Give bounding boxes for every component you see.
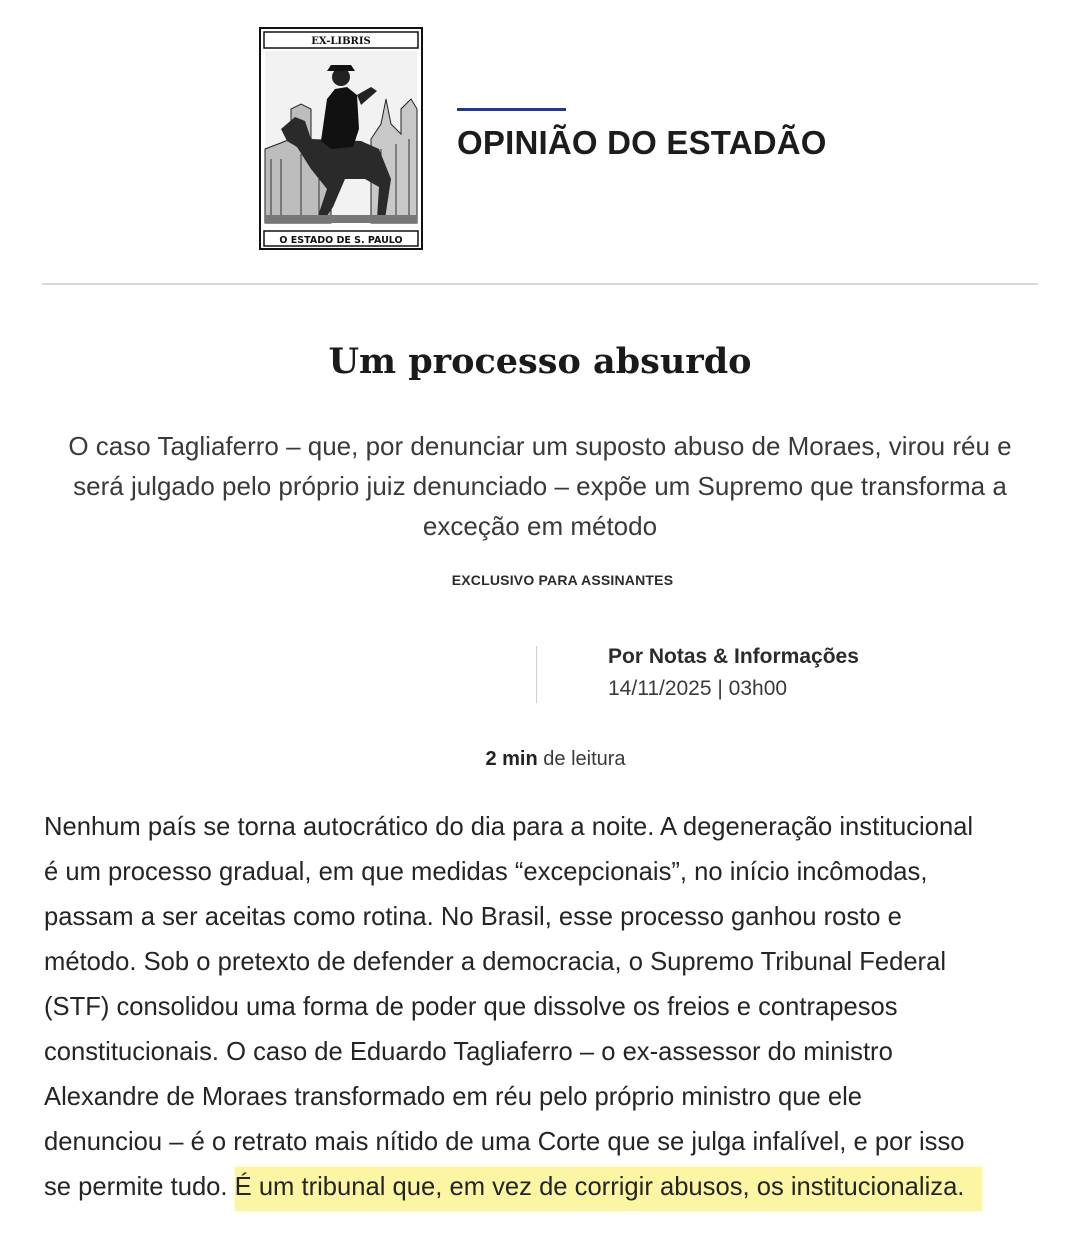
body-line: método. Sob o pretexto de defender a democracia, o Supremo Tribunal Federal — [44, 948, 947, 976]
logo-bottom-text: O ESTADO DE S. PAULO — [279, 235, 403, 246]
body-line: é um processo gradual, em que medidas “excepcionais”, no início incômodas, — [44, 858, 928, 886]
byline-divider — [536, 646, 537, 703]
body-line: (STF) consolidou uma forma de poder que dissolve os freios e contrapesos — [44, 993, 898, 1021]
body-line: passam a ser aceitas como rotina. No Brasil, esse processo ganhou rosto e — [44, 903, 902, 931]
section-accent-rule — [457, 108, 566, 111]
logo-top-text: EX-LIBRIS — [311, 36, 371, 47]
article-title: Um processo absurdo — [328, 341, 752, 382]
body-line: constitucionais. O caso de Eduardo Tagliaferro – o ex-assessor do ministro — [44, 1038, 893, 1066]
read-time-value: 2 min — [485, 748, 538, 770]
article-subtitle — [42, 426, 1038, 546]
estadao-ex-libris-logo — [259, 27, 423, 250]
body-line-last — [44, 1165, 1044, 1210]
subscriber-exclusive-label: EXCLUSIVO PARA ASSINANTES — [451, 572, 674, 588]
header-divider — [42, 283, 1038, 285]
body-line: Alexandre de Moraes transformado em réu pelo próprio ministro que ele — [44, 1083, 863, 1111]
subtitle-line: exceção em método — [422, 511, 658, 541]
read-time — [0, 748, 1080, 771]
body-line: denunciou – é o retrato mais nítido de uma Corte que se julga infalível, e por isso — [44, 1128, 965, 1156]
highlighted-sentence: É um tribunal que, em vez de corrigir abusos, os institucionaliza. — [235, 1167, 983, 1211]
body-line: Nenhum país se torna autocrático do dia para a noite. A degeneração institucional — [44, 813, 974, 841]
article-date: 14/11/2025 | 03h00 — [608, 677, 788, 700]
read-time-suffix: de leitura — [543, 748, 626, 770]
subtitle-line: O caso Tagliaferro – que, por denunciar um suposto abuso de Moraes, virou réu e — [68, 431, 1012, 461]
article-body — [44, 805, 1044, 1210]
subtitle-line: será julgado pelo próprio juiz denunciado – expõe um Supremo que transforma a — [73, 471, 1007, 501]
rider-illustration — [265, 51, 417, 223]
body-text-plain: se permite tudo. — [44, 1173, 235, 1201]
section-title[interactable]: OPINIÃO DO ESTADÃO — [457, 124, 827, 161]
article-byline[interactable]: Por Notas & Informações — [608, 645, 859, 668]
